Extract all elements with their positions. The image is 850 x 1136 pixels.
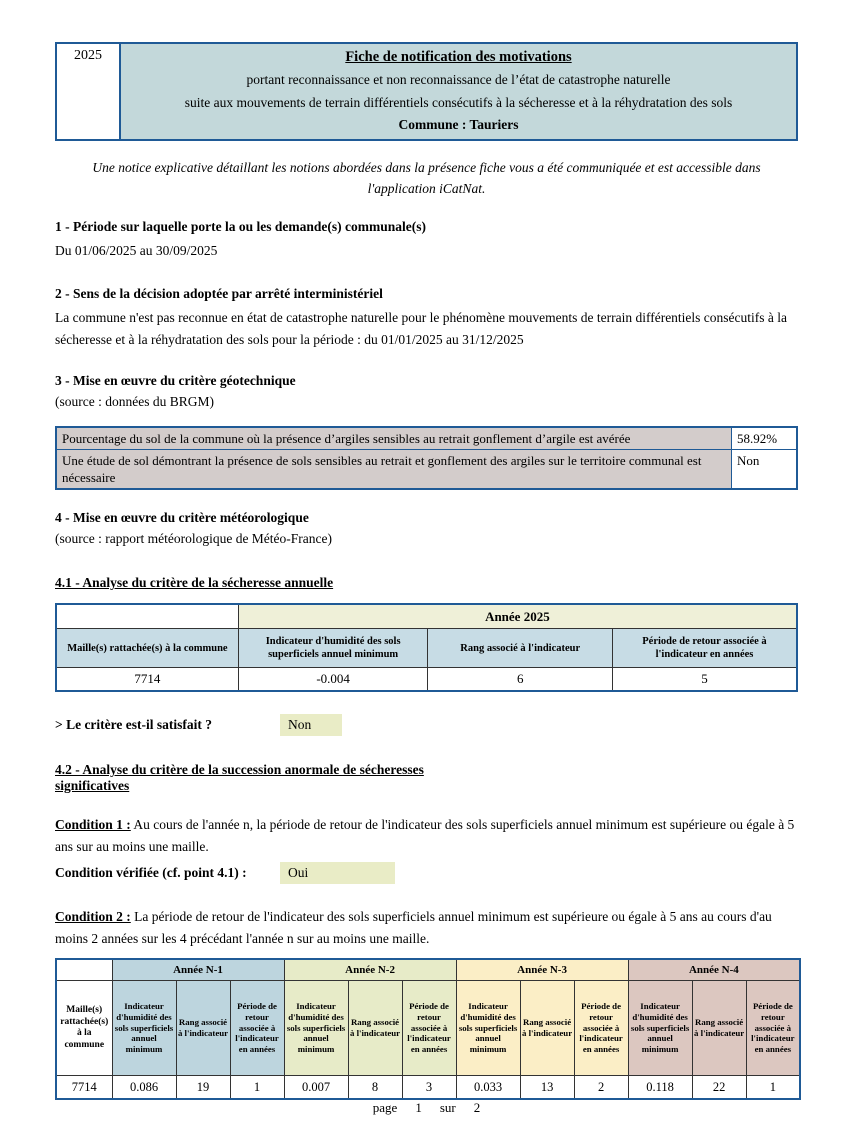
t42-sub-header-periode-n3: Période de retour associée à l'indicateur en années [574, 981, 628, 1076]
t42-sub-header-indicator-n4: Indicateur d'humidité des sols superficiels annuel minimum [628, 981, 692, 1076]
t42-maille-value: 7714 [56, 1076, 112, 1100]
annual-drought-table [55, 603, 798, 692]
t42-corner-empty [56, 959, 112, 981]
footer-word-page: page [372, 1100, 398, 1115]
table-row [56, 629, 797, 668]
t42-sub-header-periode-n2: Période de retour associée à l'indicateur en années [402, 981, 456, 1076]
table-row [56, 668, 797, 692]
t41-year-header: Année 2025 [238, 604, 797, 629]
geotechnical-table [55, 426, 798, 490]
t42-n4-periode-value: 1 [746, 1076, 800, 1100]
t42-sub-header-rang-n4: Rang associé à l'indicateur [692, 981, 746, 1076]
document-subtitle-1: portant reconnaissance et non reconnaissance de l’état de catastrophe naturelle [246, 72, 671, 87]
t42-n3-rang-value: 13 [520, 1076, 574, 1100]
t42-n3-periode-value: 2 [574, 1076, 628, 1100]
t41-col-header-rang: Rang associé à l'indicateur [428, 629, 613, 668]
section3-source: (source : données du BRGM) [55, 394, 214, 409]
t42-group-header-n2: Année N-2 [284, 959, 456, 981]
t41-maille-value: 7714 [56, 668, 238, 692]
t42-group-header-n1: Année N-1 [112, 959, 284, 981]
geo-row2-value: Non [732, 450, 798, 490]
header-main [121, 44, 796, 139]
table-row [56, 981, 800, 1076]
header-year: 2025 [57, 44, 121, 139]
t42-n4-rang-value: 22 [692, 1076, 746, 1100]
section42-title-line1: 4.2 - Analyse du critère de la succession anormale de sécheresses [55, 762, 424, 777]
t42-n3-indicator-value: 0.033 [456, 1076, 520, 1100]
commune-label: Commune : Tauriers [398, 117, 519, 132]
geo-row1-value: 58.92% [732, 427, 798, 450]
t42-n2-indicator-value: 0.007 [284, 1076, 348, 1100]
table-row [56, 604, 797, 629]
header-banner [55, 42, 798, 141]
t42-sub-header-rang-n3: Rang associé à l'indicateur [520, 981, 574, 1076]
condition2-label: Condition 2 : [55, 909, 131, 924]
t42-n1-rang-value: 19 [176, 1076, 230, 1100]
footer-total-pages: 2 [473, 1100, 481, 1115]
t42-group-header-n4: Année N-4 [628, 959, 800, 981]
footer-word-sur: sur [439, 1100, 456, 1115]
section4-source: (source : rapport météorologique de Météo-France) [55, 531, 333, 546]
condition2-text: La période de retour de l'indicateur des sols superficiels annuel minimum est supérieure ou égale à 5 ans au cours d'au moins 2 années sur les 4 précédant l'année n sur au moins une maille. [55, 909, 772, 946]
t41-col-header-indicator: Indicateur d'humidité des sols superficiels annuel minimum [238, 629, 428, 668]
t42-sub-header-rang-n1: Rang associé à l'indicateur [176, 981, 230, 1076]
t42-sub-header-indicator-n2: Indicateur d'humidité des sols superficiels annuel minimum [284, 981, 348, 1076]
condition1-verified-label: Condition vérifiée (cf. point 4.1) : [55, 865, 247, 880]
section42-title-line2: significatives [55, 778, 130, 793]
condition1-verified-line [55, 862, 798, 884]
table-row [56, 1076, 800, 1100]
t42-n1-indicator-value: 0.086 [112, 1076, 176, 1100]
section2-title: 2 - Sens de la décision adoptée par arrêté interministériel [55, 286, 383, 301]
t42-corner-header: Maille(s) rattachée(s) à la commune [56, 981, 112, 1076]
table-row [56, 959, 800, 981]
document-subtitle-2: suite aux mouvements de terrain différentiels consécutifs à la sécheresse et à la réhydratation des sols [184, 95, 733, 110]
condition2-paragraph [55, 906, 798, 950]
t41-col-header-periode: Période de retour associée à l'indicateur en années [612, 629, 797, 668]
section4-title: 4 - Mise en œuvre du critère météorologique [55, 510, 309, 525]
t41-indicator-value: -0.004 [238, 668, 428, 692]
table-row [56, 427, 797, 450]
t41-periode-value: 5 [612, 668, 797, 692]
criterion-question-line [55, 714, 798, 736]
t41-col-header-maille: Maille(s) rattachée(s) à la commune [56, 629, 238, 668]
condition1-verified-badge: Oui [280, 862, 395, 884]
t42-sub-header-indicator-n1: Indicateur d'humidité des sols superficiels annuel minimum [112, 981, 176, 1076]
criterion-answer-badge: Non [280, 714, 342, 736]
t41-rang-value: 6 [428, 668, 613, 692]
section2-body: La commune n'est pas reconnue en état de catastrophe naturelle pour le phénomène mouvements de terrain différentiels consécutifs à la sécheresse et à la réhydratation des sols pour la période : du 01/01/2025 au 31/12/2025 [55, 310, 788, 347]
document-title: Fiche de notification des motivations [345, 49, 572, 65]
t42-sub-header-indicator-n3: Indicateur d'humidité des sols superficiels annuel minimum [456, 981, 520, 1076]
t42-group-header-n3: Année N-3 [456, 959, 628, 981]
t42-n4-indicator-value: 0.118 [628, 1076, 692, 1100]
section41-title: 4.1 - Analyse du critère de la sécheresse annuelle [55, 575, 334, 590]
t41-empty-cell [56, 604, 238, 629]
table-row [56, 450, 797, 490]
section42-title [55, 762, 798, 794]
section1-body: Du 01/06/2025 au 30/09/2025 [55, 243, 218, 258]
t42-n2-rang-value: 8 [348, 1076, 402, 1100]
t42-sub-header-periode-n4: Période de retour associée à l'indicateur en années [746, 981, 800, 1076]
page-footer [55, 1100, 798, 1136]
section3-title: 3 - Mise en œuvre du critère géotechnique [55, 373, 296, 388]
notice-text: Une notice explicative détaillant les notions abordées dans la présence fiche vous a été communiquée et est accessible dans l'application iCatNat. [92, 160, 761, 196]
footer-page-number: 1 [415, 1100, 422, 1115]
condition1-paragraph [55, 814, 798, 858]
condition1-label: Condition 1 : [55, 817, 131, 832]
condition1-text: Au cours de l'année n, la période de retour de l'indicateur des sols superficiels annuel minimum est supérieure ou égale à 5 ans sur au moins une maille. [55, 817, 795, 854]
criterion-question-label: > Le critère est-il satisfait ? [55, 717, 213, 732]
geo-row1-label: Pourcentage du sol de la commune où la présence d’argiles sensibles au retrait gonflement d’argile est avérée [56, 427, 732, 450]
t42-n2-periode-value: 3 [402, 1076, 456, 1100]
drought-succession-table [55, 958, 801, 1100]
t42-sub-header-rang-n2: Rang associé à l'indicateur [348, 981, 402, 1076]
section1-title: 1 - Période sur laquelle porte la ou les demande(s) communale(s) [55, 219, 426, 234]
t42-sub-header-periode-n1: Période de retour associée à l'indicateur en années [230, 981, 284, 1076]
geo-row2-label: Une étude de sol démontrant la présence de sols sensibles au retrait et gonflement des argiles sur le territoire communal est nécessaire [56, 450, 732, 490]
t42-n1-periode-value: 1 [230, 1076, 284, 1100]
